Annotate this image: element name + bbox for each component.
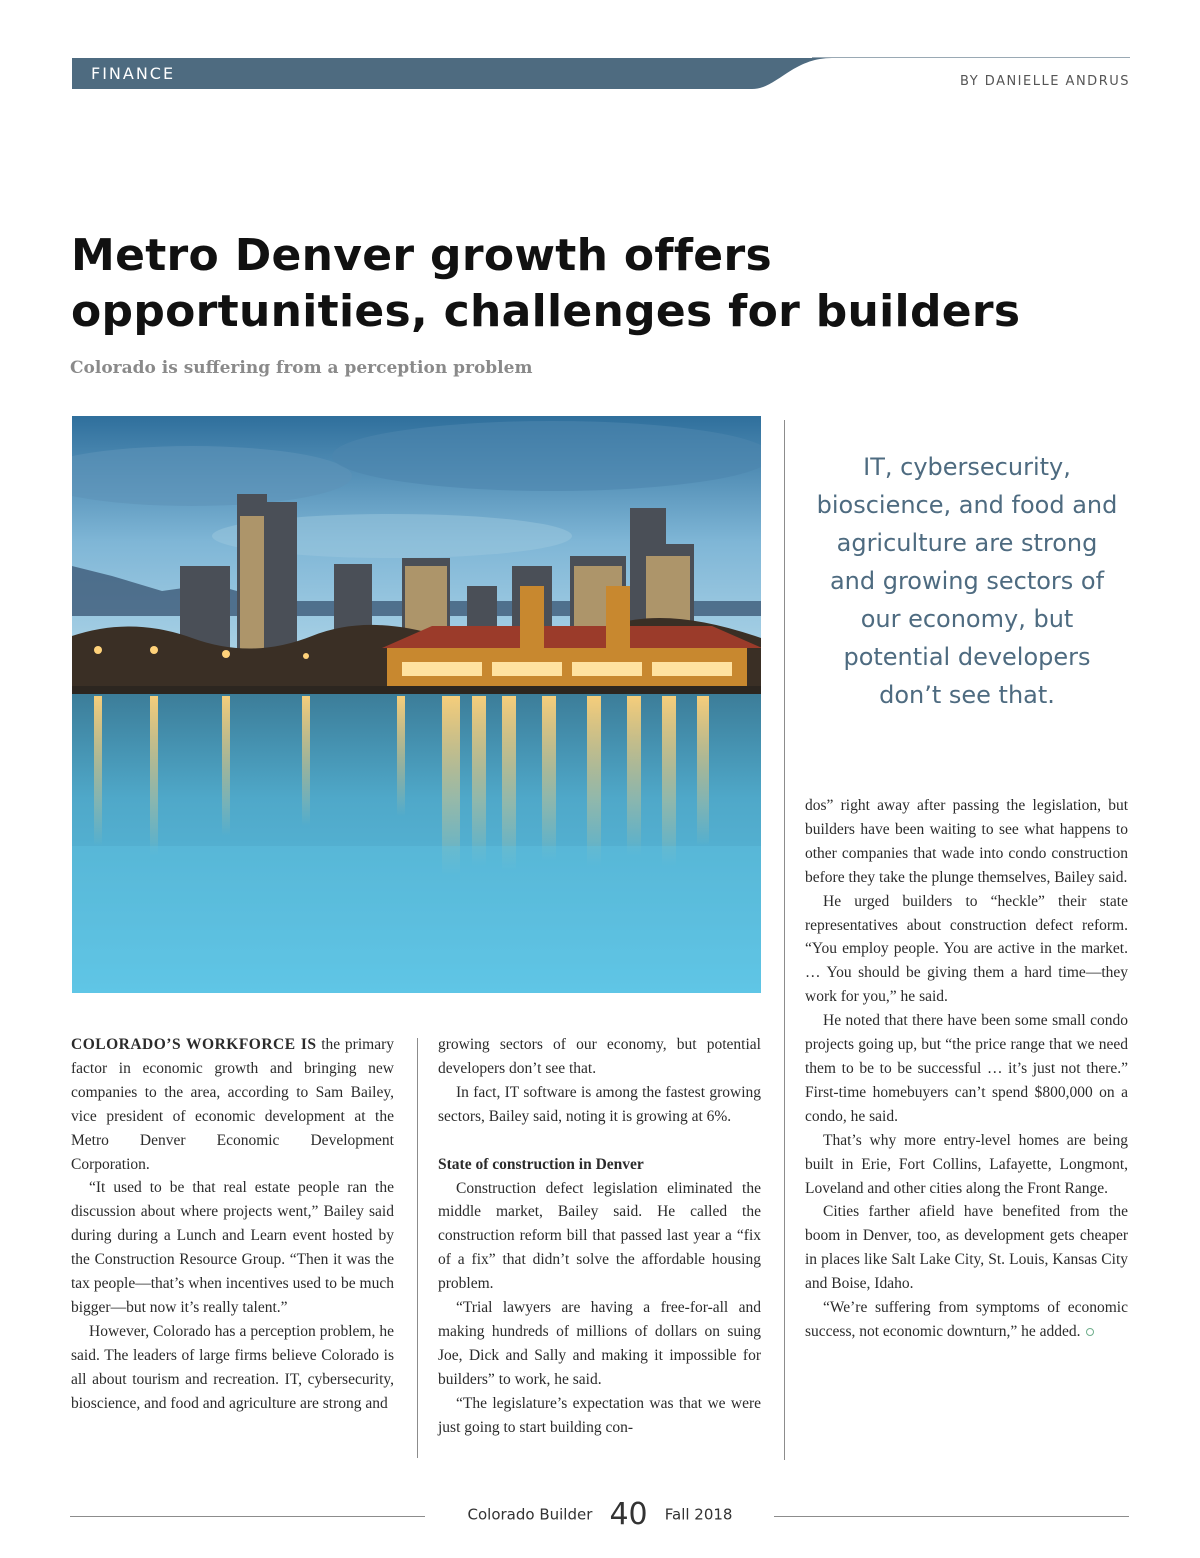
body-column-2	[438, 1033, 761, 1440]
column-divider-left	[417, 1038, 418, 1458]
paragraph: In fact, IT software is among the fastest growing sectors, Bailey said, noting it is growing at 6%.	[438, 1083, 761, 1125]
paragraph: That’s why more entry-level homes are being built in Erie, Fort Collins, Lafayette, Longmont, Loveland and other cities along the Front Range.	[805, 1131, 1128, 1197]
pull-quote: IT, cybersecurity, bioscience, and food and agriculture are strong and growing sectors of our economy, but potential developers don’t see that.	[816, 453, 1118, 709]
column-divider-right	[784, 420, 785, 1460]
paragraph: “It used to be that real estate people ran the discussion about where projects went,” Bailey said during during a Lunch and Learn event hosted by the Construction Resource Group. “Then it was the tax people—that’s when incentives used to be much bigger—but now it’s really talent.”	[71, 1179, 394, 1316]
paragraph: He noted that there have been some small condo projects going up, but “the price range that we need them to be to be successful … it’s just not there.” First-time homebuyers can’t spend $800,000 on a condo, he said.	[805, 1012, 1128, 1125]
paragraph: However, Colorado has a perception problem, he said. The leaders of large firms believe Colorado is all about tourism and recreation. IT, cybersecurity, bioscience, and food and agriculture are strong and	[71, 1322, 394, 1412]
headline-line-2: opportunities, challenges for builders	[71, 286, 1021, 337]
paragraph: Construction defect legislation eliminated the middle market, Bailey said. He called the construction reform bill that passed last year a “fix of a fix” that didn’t solve the affordable housing problem.	[438, 1179, 761, 1293]
byline: BY DANIELLE ANDRUS	[960, 74, 1130, 89]
paragraph: growing sectors of our economy, but potential developers don’t see that.	[438, 1036, 761, 1077]
lead-in: COLORADO’S WORKFORCE IS	[71, 1036, 317, 1053]
section-label: FINANCE	[91, 64, 176, 83]
skyline-photo	[72, 416, 761, 993]
paragraph	[805, 1296, 1128, 1344]
deck: Colorado is suffering from a perception problem	[70, 358, 533, 378]
lead-paragraph-text: the primary factor in economic growth and bringing new companies to the area, according to Sam Bailey, vice president of economic development at the Metro Denver Economic Development Corporation.	[71, 1036, 394, 1173]
paragraph: “Trial lawyers are having a free-for-all and making hundreds of millions of dollars on suing Joe, Dick and Sally and making it impossible for builders” to work, he said.	[438, 1299, 761, 1388]
paragraph	[71, 1033, 394, 1176]
headline	[71, 228, 1131, 340]
headline-line-1: Metro Denver growth offers	[71, 230, 772, 281]
subheading: State of construction in Denver	[438, 1155, 644, 1173]
paragraph: dos” right away after passing the legislation, but builders have been waiting to see what happens to other companies that wade into condo construction before they take the plunge themselves, Bailey said.	[805, 797, 1128, 886]
end-mark-icon	[1086, 1328, 1094, 1336]
paragraph: Cities farther afield have benefited from the boom in Denver, too, as development gets cheaper in places like Salt Lake City, St. Louis, Kansas City and Boise, Idaho.	[805, 1203, 1128, 1293]
publication-name: Colorado Builder	[467, 1505, 593, 1524]
body-column-3	[805, 794, 1128, 1344]
paragraph: He urged builders to “heckle” their state representatives about construction defect reform. “You employ people. You are active in the market. … You should be giving them a hard time—they work for you,” he said.	[805, 892, 1128, 1006]
paragraph: “The legislature’s expectation was that we were just going to start building con-	[438, 1394, 761, 1436]
page-number: 40	[609, 1497, 648, 1532]
page-footer	[0, 1497, 1200, 1532]
issue-date: Fall 2018	[664, 1505, 733, 1524]
body-column-1	[71, 1033, 394, 1416]
closing-paragraph-text: “We’re suffering from symptoms of economic success, not economic downturn,” he added.	[805, 1299, 1128, 1340]
